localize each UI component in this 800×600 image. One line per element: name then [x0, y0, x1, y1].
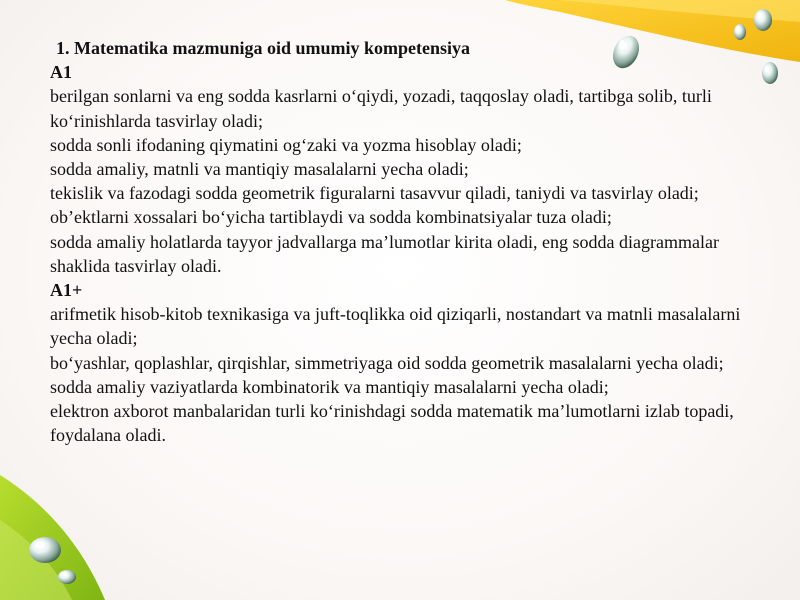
competency-item: sodda sonli ifodaning qiymatini og‘zaki va yozma hisoblay oladi;	[50, 134, 522, 155]
slide-content	[50, 36, 765, 447]
droplet-icon	[58, 570, 76, 584]
competency-item: tekislik va fazodagi sodda geometrik figuralarni tasavvur qiladi, taniydi va tasvirlay oladi;	[50, 183, 699, 204]
competency-item: sodda amaliy, matnli va mantiqiy masalalarni yecha oladi;	[50, 159, 469, 180]
competency-item: elektron axborot manbalaridan turli ko‘rinishdagi sodda matematik ma’lumotlarni izlab topadi, foydalana oladi.	[50, 401, 734, 446]
competency-item: sodda amaliy vaziyatlarda kombinatorik va mantiqiy masalalarni yecha oladi;	[50, 376, 609, 397]
level-heading-a1: A1	[50, 62, 72, 83]
level-heading-a1-plus: A1+	[50, 280, 83, 301]
droplet-icon	[29, 537, 61, 563]
competency-item: arifmetik hisob-kitob texnikasiga va juft-toqlikka oid qiziqarli, nostandart va matnli masalalarni yecha oladi;	[50, 304, 741, 349]
competency-item: berilgan sonlarni va eng sodda kasrlarni o‘qiydi, yozadi, taqqoslay oladi, tartibga solib, turli ko‘rinishlarda tasvirlay oladi;	[50, 86, 712, 131]
droplet-icon	[754, 9, 772, 31]
competency-item: bo‘yashlar, qoplashlar, qirqishlar, simmetriyaga oid sodda geometrik masalalarni yecha oladi;	[50, 352, 724, 373]
competency-item: sodda amaliy holatlarda tayyor jadvallarga ma’lumotlar kirita oladi, eng sodda diagrammalar shaklida tasvirlay oladi.	[50, 231, 719, 276]
competency-item: ob’ektlarni xossalari bo‘yicha tartiblaydi va sodda kombinatsiyalar tuza oladi;	[50, 207, 612, 228]
slide-title: 1. Matematika mazmuniga oid umumiy kompetensiya	[56, 38, 470, 58]
